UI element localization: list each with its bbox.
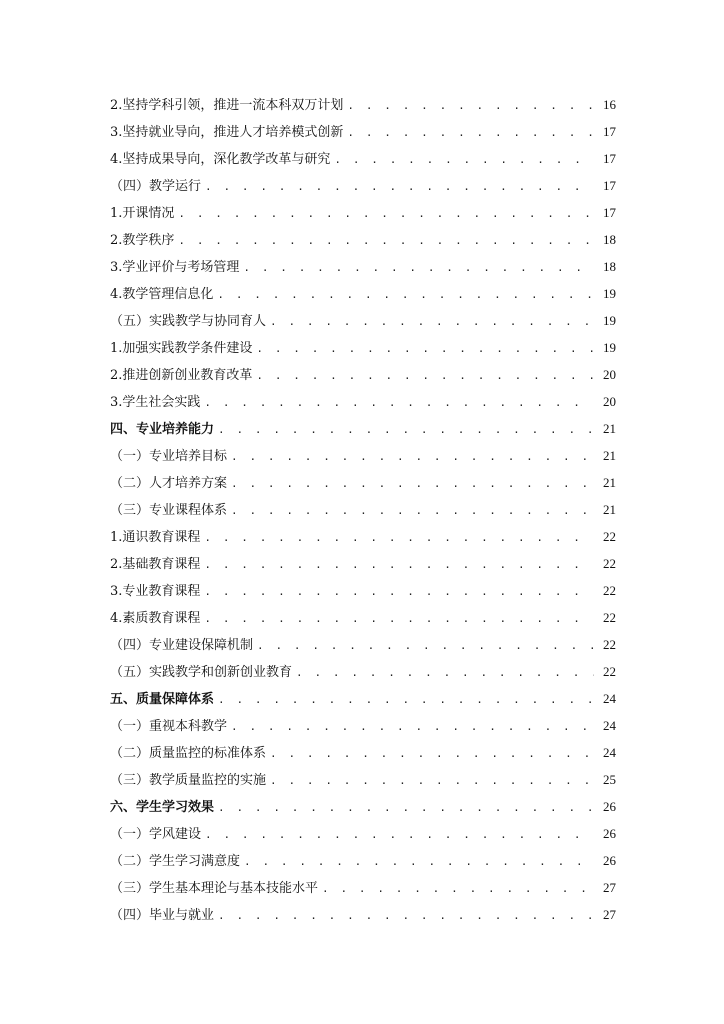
toc-dot-leader: [205, 821, 594, 848]
toc-entry[interactable]: [110, 712, 616, 739]
toc-page-number: 18: [603, 232, 616, 247]
toc-dot-leader: [205, 173, 594, 200]
toc-page-number: 22: [603, 529, 616, 544]
toc-dot-leader: [334, 146, 594, 173]
toc-entry[interactable]: [110, 577, 616, 604]
toc-dot-leader: [217, 281, 594, 308]
toc-entry[interactable]: [110, 199, 616, 226]
toc-dot-leader: [256, 362, 594, 389]
toc-entry-title: 4.教学管理信息化: [110, 287, 214, 302]
toc-dot-leader: [218, 902, 594, 929]
toc-entry[interactable]: [110, 550, 616, 577]
toc-entry[interactable]: [110, 361, 616, 388]
toc-entry[interactable]: [110, 253, 616, 280]
toc-entry-title: 1.加强实践教学条件建设: [110, 341, 253, 356]
toc-entry-title: 1.开课情况: [110, 206, 175, 221]
toc-entry[interactable]: [110, 307, 616, 334]
toc-section-heading[interactable]: [110, 685, 616, 712]
toc-entry[interactable]: [110, 280, 616, 307]
toc-dot-leader: [218, 686, 594, 713]
toc-dot-leader: [231, 713, 594, 740]
toc-page-number: 22: [603, 583, 616, 598]
toc-entry-title: 1.通识教育课程: [110, 530, 201, 545]
toc-entry[interactable]: [110, 388, 616, 415]
toc-entry[interactable]: [110, 658, 616, 685]
toc-entry-title: 五、质量保障体系: [110, 692, 215, 707]
toc-entry-title: （三）专业课程体系: [110, 503, 228, 518]
toc-dot-leader: [204, 389, 594, 416]
toc-page-number: 21: [603, 502, 616, 517]
toc-entry[interactable]: [110, 334, 616, 361]
toc-entry-title: （二）人才培养方案: [110, 476, 228, 491]
toc-entry[interactable]: [110, 226, 616, 253]
toc-entry-title: 4.素质教育课程: [110, 611, 201, 626]
toc-page-number: 22: [603, 556, 616, 571]
toc-page-number: 21: [603, 475, 616, 490]
toc-entry[interactable]: [110, 766, 616, 793]
toc-entry-title: （三）学生基本理论与基本技能水平: [110, 881, 319, 896]
toc-section-heading[interactable]: [110, 793, 616, 820]
toc-dot-leader: [256, 335, 594, 362]
toc-entry[interactable]: [110, 874, 616, 901]
toc-entry-title: 四、专业培养能力: [110, 422, 215, 437]
toc-page-number: 22: [603, 637, 616, 652]
toc-entry-title: 3.专业教育课程: [110, 584, 201, 599]
toc-entry-title: 4.坚持成果导向，深化教学改革与研究: [110, 152, 331, 167]
toc-dot-leader: [322, 875, 594, 902]
toc-entry-title: （一）专业培养目标: [110, 449, 228, 464]
toc-entry-title: 六、学生学习效果: [110, 800, 215, 815]
toc-entry-title: （三）教学质量监控的实施: [110, 773, 267, 788]
toc-dot-leader: [231, 443, 594, 470]
toc-dot-leader: [204, 578, 594, 605]
toc-page-number: 24: [603, 691, 616, 706]
toc-page-number: 18: [603, 259, 616, 274]
toc-entry-title: （一）重视本科教学: [110, 719, 228, 734]
toc-entry[interactable]: [110, 523, 616, 550]
toc-dot-leader: [178, 200, 594, 227]
toc-dot-leader: [204, 551, 594, 578]
toc-entry-title: 3.学生社会实践: [110, 395, 201, 410]
toc-entry[interactable]: [110, 496, 616, 523]
toc-entry-title: 2.教学秩序: [110, 233, 175, 248]
toc-dot-leader: [270, 767, 594, 794]
toc-page-number: 17: [603, 205, 616, 220]
toc-page-number: 26: [603, 826, 616, 841]
toc-entry[interactable]: [110, 604, 616, 631]
toc-dot-leader: [204, 524, 594, 551]
toc-page-number: 19: [603, 286, 616, 301]
toc-entry[interactable]: [110, 172, 616, 199]
toc-page-number: 17: [603, 178, 616, 193]
toc-entry-title: （五）实践教学与协同育人: [110, 314, 267, 329]
toc-entry-title: （一）学风建设: [110, 827, 202, 842]
toc-entry[interactable]: [110, 118, 616, 145]
toc-page-number: 19: [603, 340, 616, 355]
toc-entry[interactable]: [110, 739, 616, 766]
toc-page-number: 17: [603, 124, 616, 139]
toc-page-number: 26: [603, 799, 616, 814]
toc-page-number: 27: [603, 880, 616, 895]
toc-entry[interactable]: [110, 847, 616, 874]
toc-section-heading[interactable]: [110, 415, 616, 442]
toc-entry[interactable]: [110, 442, 616, 469]
toc-entry-title: （四）教学运行: [110, 179, 202, 194]
toc-page-number: 19: [603, 313, 616, 328]
toc-entry[interactable]: [110, 631, 616, 658]
toc-entry-title: （二）质量监控的标准体系: [110, 746, 267, 761]
toc-dot-leader: [218, 416, 594, 443]
toc-page-number: 24: [603, 745, 616, 760]
toc-dot-leader: [231, 497, 594, 524]
toc-dot-leader: [270, 308, 594, 335]
table-of-contents: [110, 91, 616, 928]
toc-page-number: 25: [603, 772, 616, 787]
toc-entry[interactable]: [110, 820, 616, 847]
toc-entry[interactable]: [110, 901, 616, 928]
toc-entry-title: 3.学业评价与考场管理: [110, 260, 240, 275]
toc-dot-leader: [244, 848, 594, 875]
toc-entry[interactable]: [110, 469, 616, 496]
toc-page-number: 27: [603, 907, 616, 922]
toc-entry-title: 2.推进创新创业教育改革: [110, 368, 253, 383]
toc-page-number: 16: [603, 97, 616, 112]
toc-entry[interactable]: [110, 145, 616, 172]
toc-entry-title: （四）专业建设保障机制: [110, 638, 254, 653]
toc-entry-title: （二）学生学习满意度: [110, 854, 241, 869]
toc-entry-title: 2.基础教育课程: [110, 557, 201, 572]
toc-dot-leader: [243, 254, 594, 281]
toc-dot-leader: [257, 632, 594, 659]
toc-page-number: 26: [603, 853, 616, 868]
toc-dot-leader: [347, 92, 594, 119]
toc-dot-leader: [178, 227, 594, 254]
toc-dot-leader: [270, 740, 594, 767]
toc-dot-leader: [218, 794, 594, 821]
toc-page-number: 20: [603, 394, 616, 409]
toc-entry-title: 2.坚持学科引领，推进一流本科双万计划: [110, 98, 344, 113]
toc-page-number: 22: [603, 610, 616, 625]
toc-entry-title: （四）毕业与就业: [110, 908, 215, 923]
toc-entry[interactable]: [110, 91, 616, 118]
toc-page-number: 24: [603, 718, 616, 733]
toc-page-number: 21: [603, 448, 616, 463]
toc-dot-leader: [347, 119, 594, 146]
toc-dot-leader: [231, 470, 594, 497]
toc-entry-title: 3.坚持就业导向，推进人才培养模式创新: [110, 125, 344, 140]
toc-dot-leader: [296, 659, 594, 686]
toc-page-number: 22: [603, 664, 616, 679]
toc-page-number: 21: [603, 421, 616, 436]
toc-page-number: 17: [603, 151, 616, 166]
toc-page-number: 20: [603, 367, 616, 382]
toc-dot-leader: [204, 605, 594, 632]
toc-entry-title: （五）实践教学和创新创业教育: [110, 665, 293, 680]
